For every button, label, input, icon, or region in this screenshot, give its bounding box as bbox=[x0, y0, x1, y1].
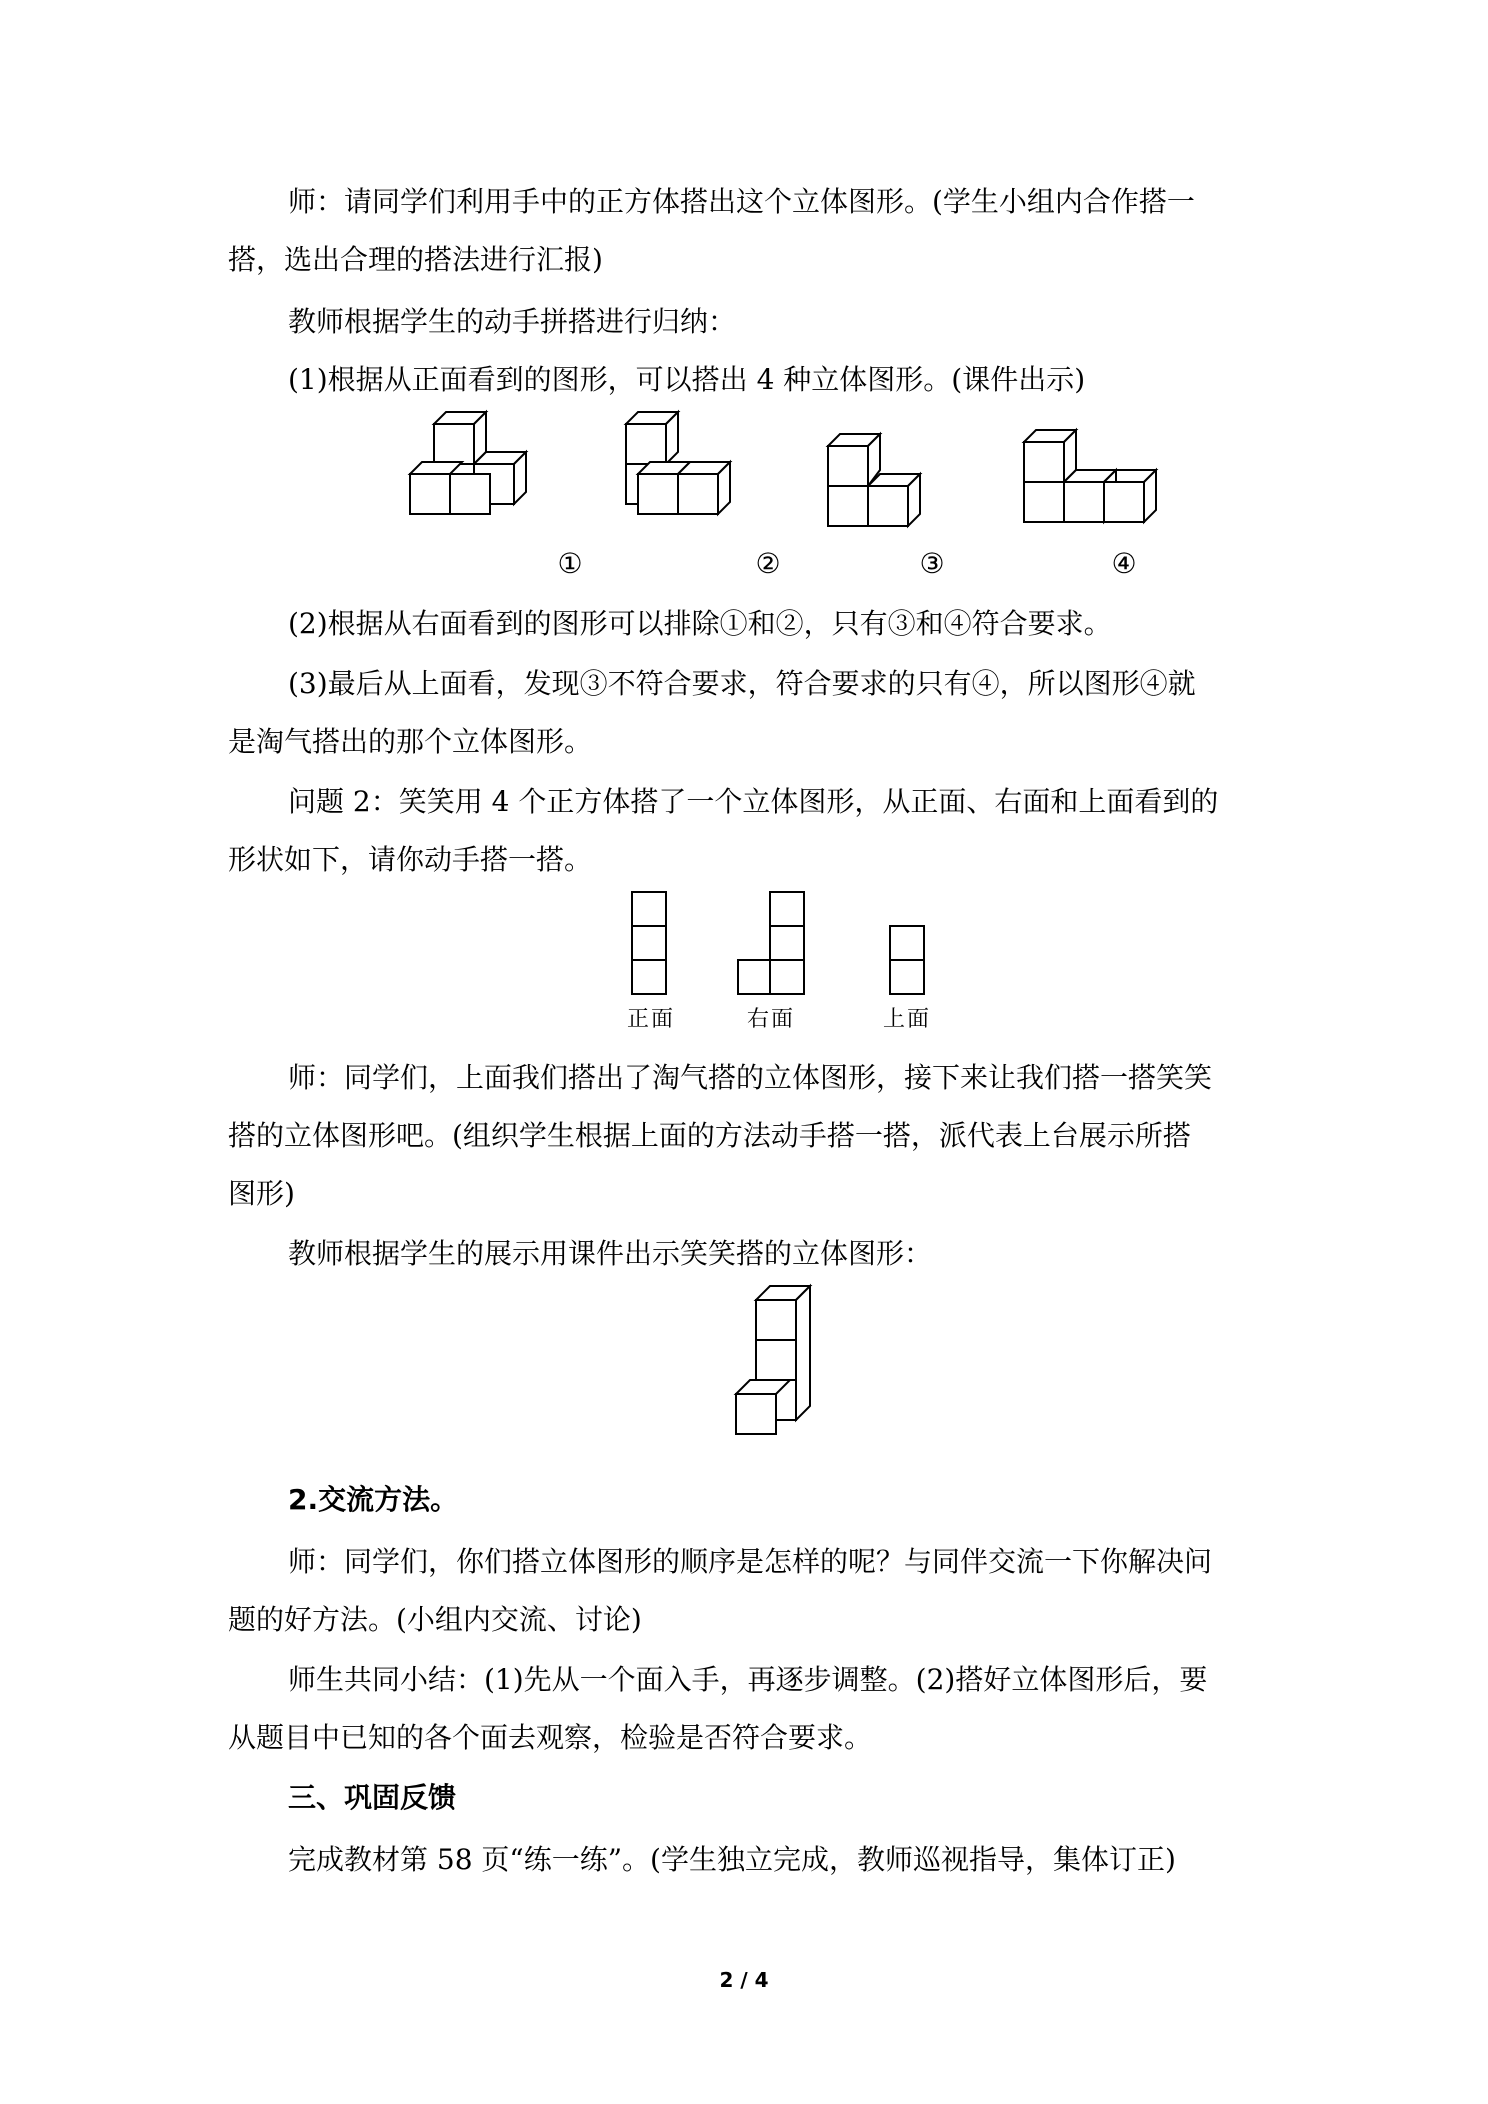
right-view-label: 右面 bbox=[746, 1007, 795, 1032]
paragraph-step3-line1: (3)最后从上面看，发现③不符合要求，符合要求的只有④，所以图形④就 bbox=[288, 667, 1196, 700]
cube-figure-2 bbox=[622, 412, 752, 530]
figure-label-2: ② bbox=[755, 547, 781, 580]
figure-label-3: ③ bbox=[919, 547, 945, 580]
section-heading-exchange-methods: 2.交流方法。 bbox=[288, 1483, 459, 1516]
front-view-label: 正面 bbox=[626, 1007, 675, 1032]
paragraph-teacher-instruction-line2: 搭，选出合理的搭法进行汇报) bbox=[228, 243, 603, 276]
solid-figure-xiaoxiao bbox=[736, 1284, 832, 1434]
paragraph-summary-intro: 教师根据学生的动手拼搭进行归纳： bbox=[288, 305, 737, 338]
front-view-figure bbox=[630, 890, 670, 998]
cube-figure-3 bbox=[828, 430, 948, 530]
paragraph-step1: (1)根据从正面看到的图形，可以搭出 4 种立体图形。(课件出示) bbox=[288, 363, 1086, 396]
paragraph-exercise: 完成教材第 58 页“练一练”。(学生独立完成，教师巡视指导，集体订正) bbox=[288, 1843, 1176, 1876]
paragraph-teacher-line2: 搭的立体图形吧。(组织学生根据上面的方法动手搭一搭，派代表上台展示所搭 bbox=[228, 1119, 1191, 1152]
section-heading-consolidation: 三、巩固反馈 bbox=[288, 1781, 457, 1814]
top-view-label: 上面 bbox=[882, 1007, 931, 1032]
paragraph-question2-line1: 问题 2：笑笑用 4 个正方体搭了一个立体图形，从正面、右面和上面看到的 bbox=[288, 785, 1219, 818]
page-number: 2 / 4 bbox=[719, 1968, 769, 1992]
top-view-figure bbox=[888, 924, 928, 998]
cube-figure-1 bbox=[410, 412, 540, 530]
paragraph-teacher-instruction-line1: 师：请同学们利用手中的正方体搭出这个立体图形。(学生小组内合作搭一 bbox=[288, 185, 1195, 218]
paragraph-teacher-line3: 图形) bbox=[228, 1177, 295, 1210]
paragraph-exchange-line1: 师：同学们，你们搭立体图形的顺序是怎样的呢？与同伴交流一下你解决问 bbox=[288, 1545, 1213, 1578]
paragraph-question2-line2: 形状如下，请你动手搭一搭。 bbox=[228, 843, 593, 876]
paragraph-summary-line1: 师生共同小结：(1)先从一个面入手，再逐步调整。(2)搭好立体图形后，要 bbox=[288, 1663, 1208, 1696]
figure-label-1: ① bbox=[557, 547, 583, 580]
paragraph-step3-line2: 是淘气搭出的那个立体图形。 bbox=[228, 725, 593, 758]
paragraph-teacher-line1: 师：同学们，上面我们搭出了淘气搭的立体图形，接下来让我们搭一搭笑笑 bbox=[288, 1061, 1213, 1094]
paragraph-exchange-line2: 题的好方法。(小组内交流、讨论) bbox=[228, 1603, 642, 1636]
paragraph-courseware-intro: 教师根据学生的展示用课件出示笑笑搭的立体图形： bbox=[288, 1237, 933, 1270]
figure-label-4: ④ bbox=[1111, 547, 1137, 580]
cube-figure-4 bbox=[1024, 426, 1154, 530]
right-view-figure bbox=[736, 890, 816, 998]
paragraph-summary-line2: 从题目中已知的各个面去观察，检验是否符合要求。 bbox=[228, 1721, 873, 1754]
paragraph-step2: (2)根据从右面看到的图形可以排除①和②，只有③和④符合要求。 bbox=[288, 607, 1112, 640]
